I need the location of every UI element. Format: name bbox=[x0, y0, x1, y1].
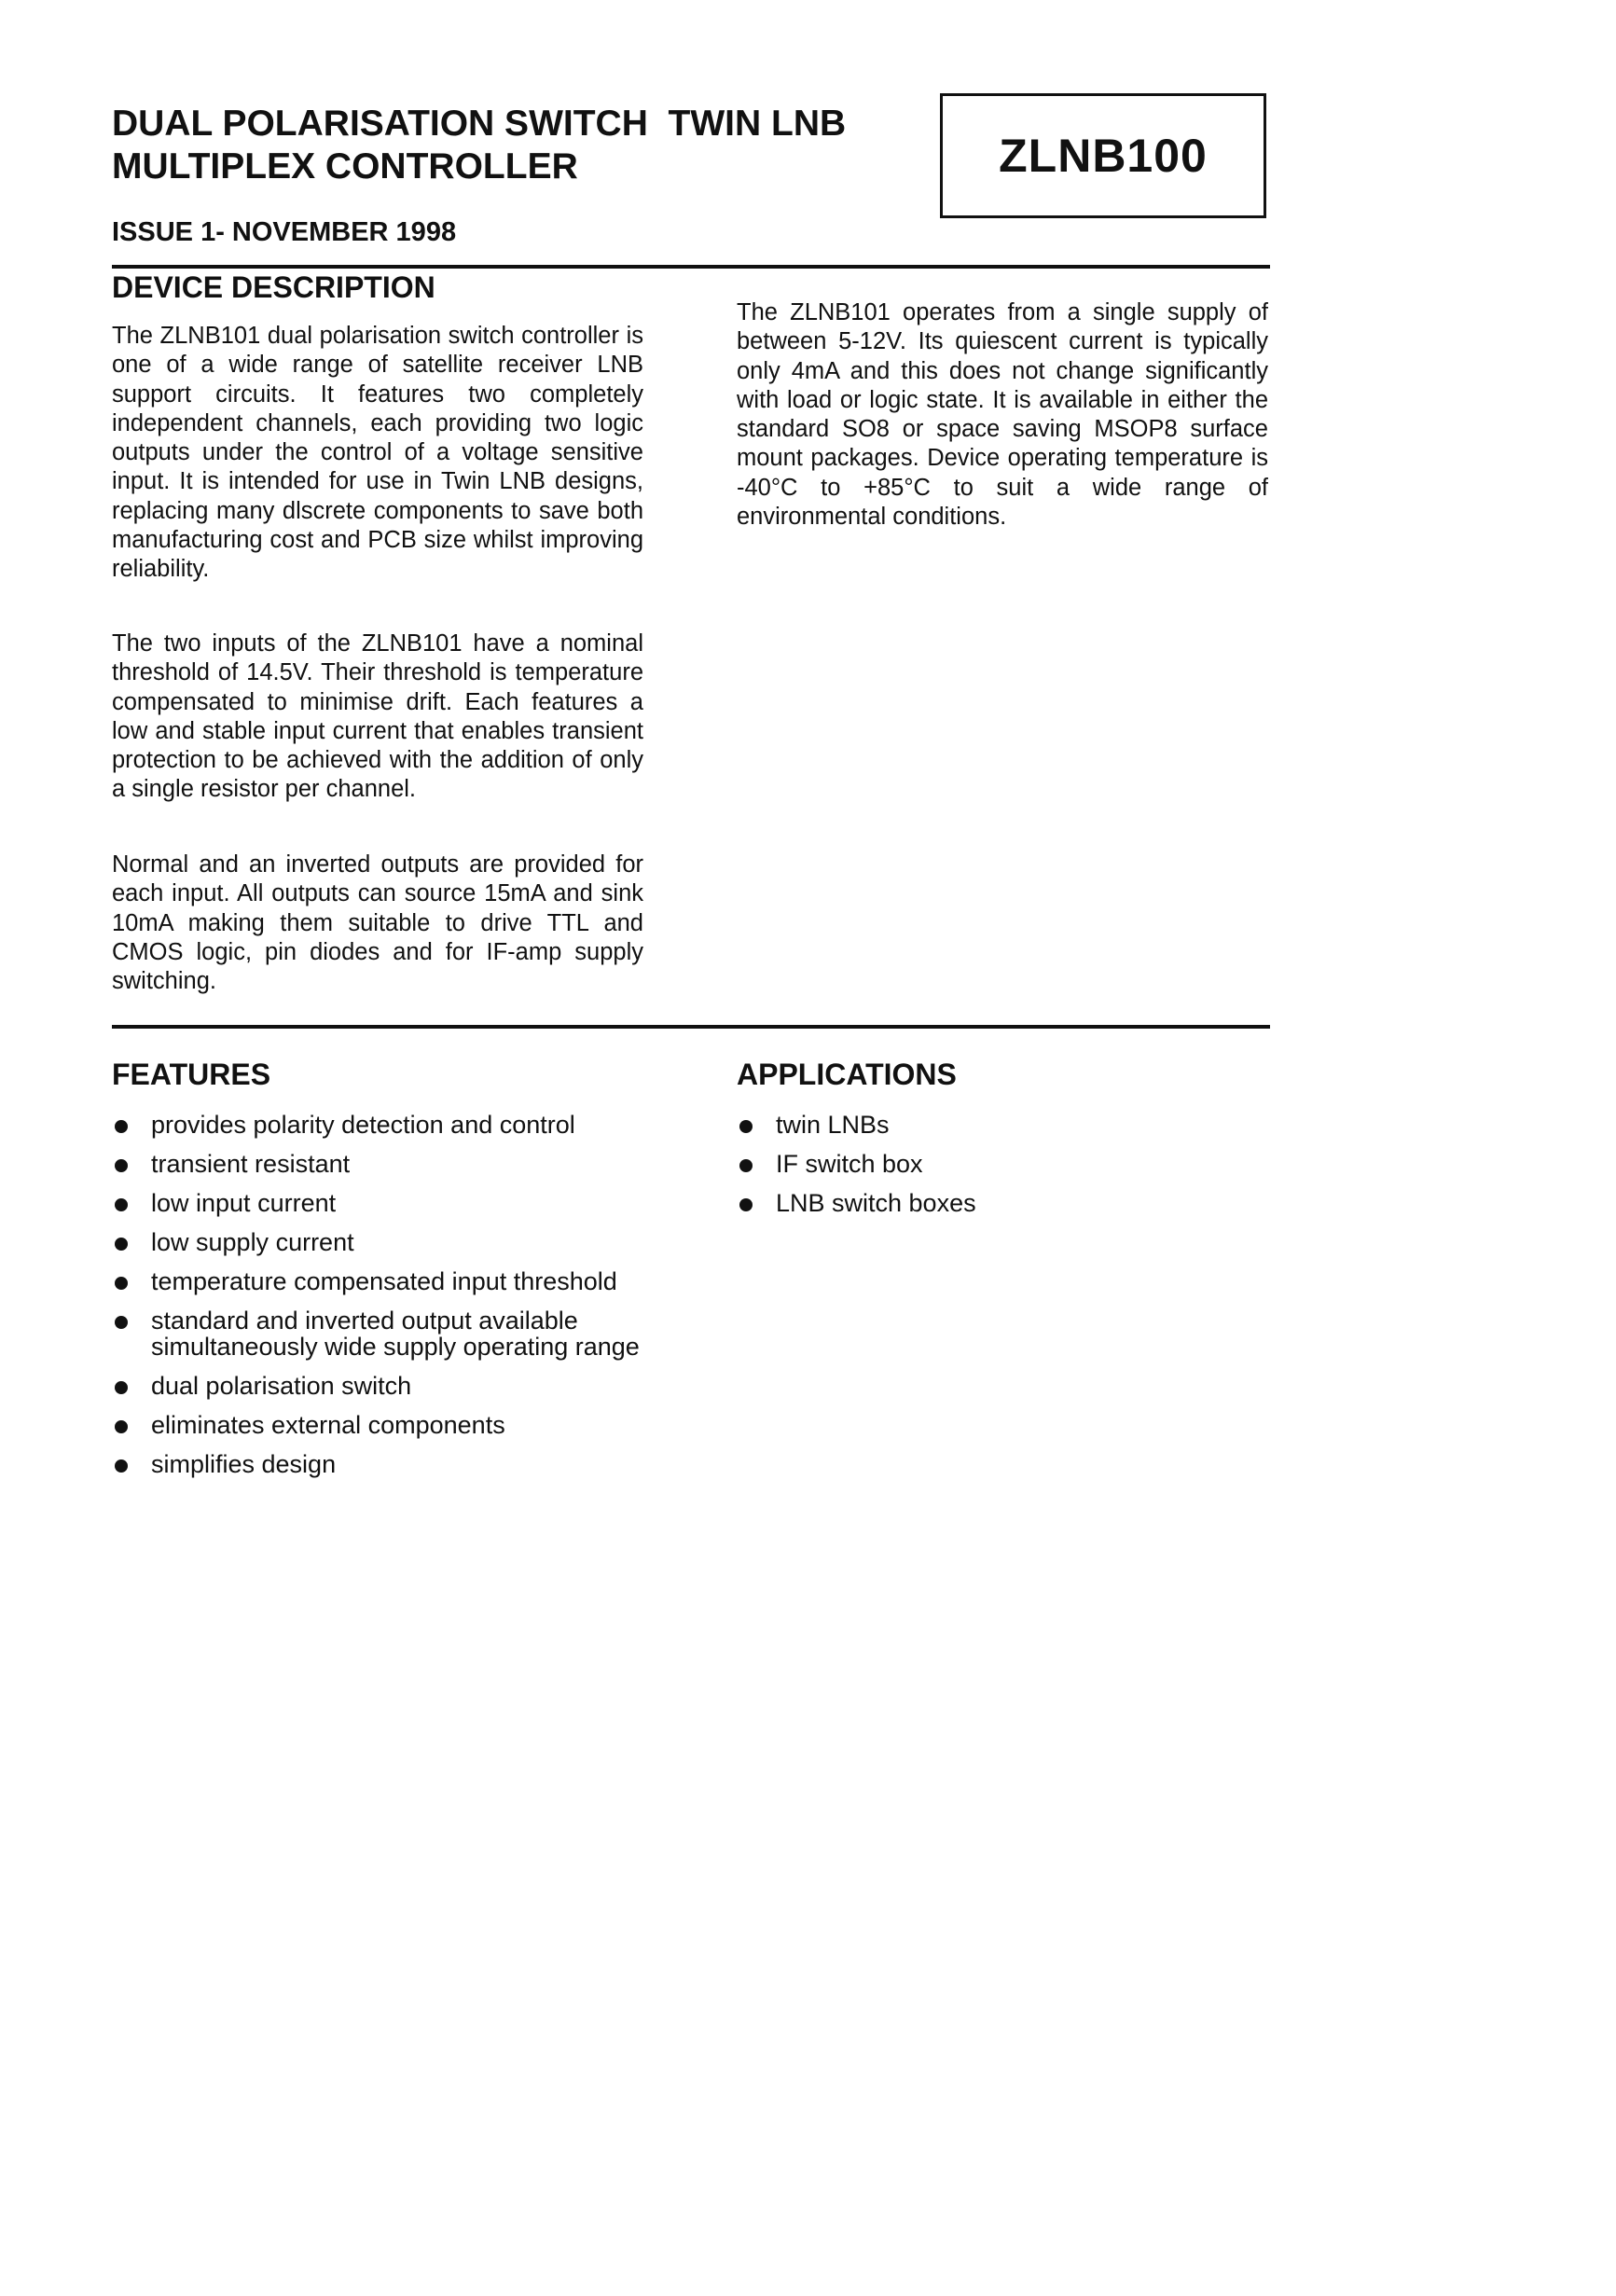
feature-text: provides polarity detection and control bbox=[151, 1111, 575, 1139]
feature-text: eliminates external components bbox=[151, 1411, 505, 1439]
part-number: ZLNB100 bbox=[999, 130, 1208, 182]
applications-list bbox=[737, 1112, 1203, 1229]
feature-item bbox=[112, 1307, 653, 1360]
part-number-box bbox=[940, 93, 1266, 218]
issue-date: ISSUE 1- NOVEMBER 1998 bbox=[112, 217, 457, 247]
description-paragraph: The ZLNB101 operates from a single supply of between 5-12V. Its quiescent current is typically only 4mA and this does not change significantly with load or logic state. It is available in either the standard SO8 or space saving MSOP8 surface mount packages. Device operating temperature is -40°C to +85°C to suit a wide range of environmental conditions. bbox=[737, 299, 1268, 531]
feature-item bbox=[112, 1268, 653, 1294]
description-paragraph: Normal and an inverted outputs are provided for each input. All outputs can source 15mA and sink 10mA making them suitable to drive TTL and CMOS logic, pin diodes and for IF-amp supply switching. bbox=[112, 851, 643, 995]
bullet-icon bbox=[115, 1420, 128, 1433]
bullet-icon bbox=[115, 1459, 128, 1473]
bullet-icon bbox=[115, 1381, 128, 1394]
feature-item bbox=[112, 1151, 653, 1177]
application-text: LNB switch boxes bbox=[776, 1189, 976, 1217]
bullet-icon bbox=[115, 1277, 128, 1290]
feature-item bbox=[112, 1112, 653, 1138]
feature-item bbox=[112, 1229, 653, 1255]
application-item bbox=[737, 1151, 1203, 1177]
features-list bbox=[112, 1112, 653, 1490]
feature-text: dual polarisation switch bbox=[151, 1372, 412, 1400]
middle-divider bbox=[112, 1025, 1270, 1029]
application-item bbox=[737, 1112, 1203, 1138]
bullet-icon bbox=[739, 1198, 753, 1211]
title-block bbox=[112, 103, 914, 248]
description-paragraph: The ZLNB101 dual polarisation switch controller is one of a wide range of satellite receiver LNB support circuits. It features two completely independent channels, each providing two logic outputs under the control of a voltage sensitive input. It is intended for use in Twin LNB designs, replacing many dlscrete components to save both manufacturing cost and PCB size whilst improving reliability. bbox=[112, 323, 643, 583]
application-text: IF switch box bbox=[776, 1150, 923, 1178]
feature-text: temperature compensated input threshold bbox=[151, 1267, 617, 1295]
feature-text: transient resistant bbox=[151, 1150, 351, 1178]
top-divider bbox=[112, 265, 1270, 269]
bullet-icon bbox=[739, 1120, 753, 1133]
feature-text: low input current bbox=[151, 1189, 337, 1217]
features-heading: FEATURES bbox=[112, 1058, 271, 1091]
applications-heading: APPLICATIONS bbox=[737, 1058, 957, 1091]
application-text: twin LNBs bbox=[776, 1111, 890, 1139]
bullet-icon bbox=[115, 1238, 128, 1251]
title-line-2: MULTIPLEX CONTROLLER bbox=[112, 146, 578, 187]
feature-item bbox=[112, 1412, 653, 1438]
title-line-1: DUAL POLARISATION SWITCH TWIN LNB bbox=[112, 104, 847, 144]
application-item bbox=[737, 1190, 1203, 1216]
feature-text: standard and inverted output available simultaneously wide supply operating range bbox=[151, 1307, 640, 1361]
feature-item bbox=[112, 1451, 653, 1477]
bullet-icon bbox=[115, 1159, 128, 1172]
description-paragraph: The two inputs of the ZLNB101 have a nominal threshold of 14.5V. Their threshold is temperature compensated to minimise drift. Each features a low and stable input current that enables transient protection to be achieved with the addition of only a single resistor per channel. bbox=[112, 630, 643, 803]
bullet-icon bbox=[739, 1159, 753, 1172]
bullet-icon bbox=[115, 1316, 128, 1329]
feature-text: simplifies design bbox=[151, 1450, 337, 1478]
document-title bbox=[112, 103, 914, 188]
device-description-heading: DEVICE DESCRIPTION bbox=[112, 270, 435, 304]
feature-item bbox=[112, 1190, 653, 1216]
bullet-icon bbox=[115, 1198, 128, 1211]
feature-text: low supply current bbox=[151, 1228, 354, 1256]
bullet-icon bbox=[115, 1120, 128, 1133]
feature-item bbox=[112, 1373, 653, 1399]
